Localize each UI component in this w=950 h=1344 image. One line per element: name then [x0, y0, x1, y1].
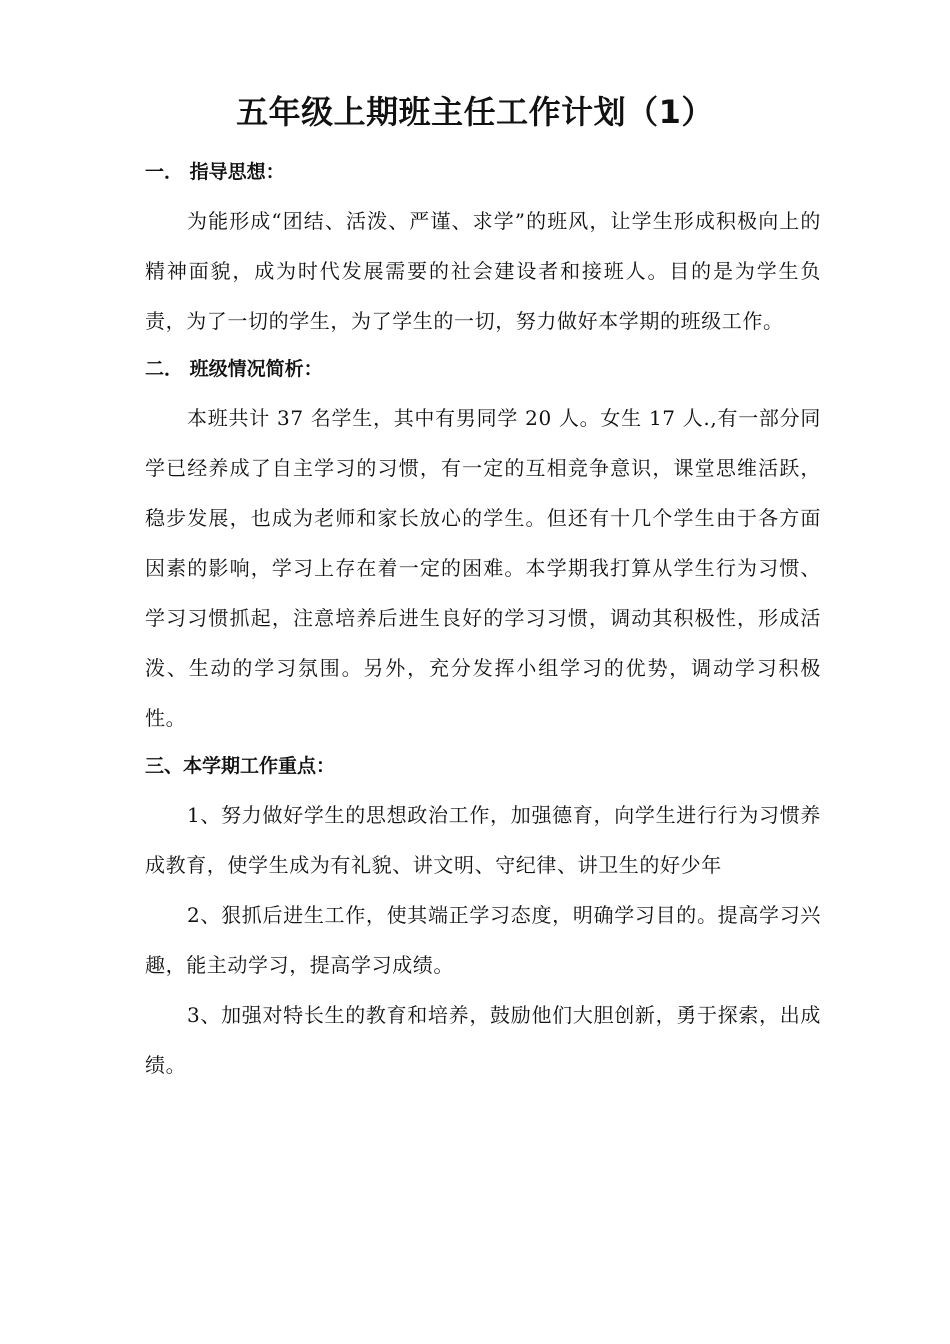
paragraph: 本班共计 37 名学生，其中有男同学 20 人。女生 17 人.,有一部分同学已经养成了自主学习的习惯，有一定的互相竞争意识，课堂思维活跃，稳步发展，也成为老师和家长放心的学生。但还有十几个学生由于各方面因素的影响，学习上存在着一定的困难。本学期我打算从学生行为习惯、学习习惯抓起，注意培养后进生良好的学习习惯，调动其积极性，形成活泼、生动的学习氛围。另外，充分发挥小组学习的优势，调动学习积极性。	[145, 406, 821, 730]
section-work-focus	[145, 743, 821, 1090]
paragraph: 3、加强对特长生的教育和培养，鼓励他们大胆创新，勇于探索，出成绩。	[145, 1003, 821, 1077]
paragraph: 1、努力做好学生的思想政治工作，加强德育，向学生进行行为习惯养成教育，使学生成为有礼貌、讲文明、守纪律、讲卫生的好少年	[145, 803, 821, 877]
section-heading: 一． 指导思想：	[145, 161, 285, 183]
paragraph: 为能形成“团结、活泼、严谨、求学”的班风，让学生形成积极向上的精神面貌，成为时代发展需要的社会建设者和接班人。目的是为学生负责，为了一切的学生，为了学生的一切，努力做好本学期的班级工作。	[145, 209, 821, 333]
document-title: 五年级上期班主任工作计划（1）	[236, 93, 714, 131]
section-heading: 二． 班级情况简析：	[145, 358, 323, 380]
paragraph: 2、狠抓后进生工作，使其端正学习态度，明确学习目的。提高学习兴趣，能主动学习，提高学习成绩。	[145, 903, 821, 977]
section-class-analysis	[145, 346, 821, 743]
document-body	[145, 149, 821, 1090]
section-heading: 三、本学期工作重点：	[145, 755, 336, 777]
section-guiding-thought	[145, 149, 821, 346]
